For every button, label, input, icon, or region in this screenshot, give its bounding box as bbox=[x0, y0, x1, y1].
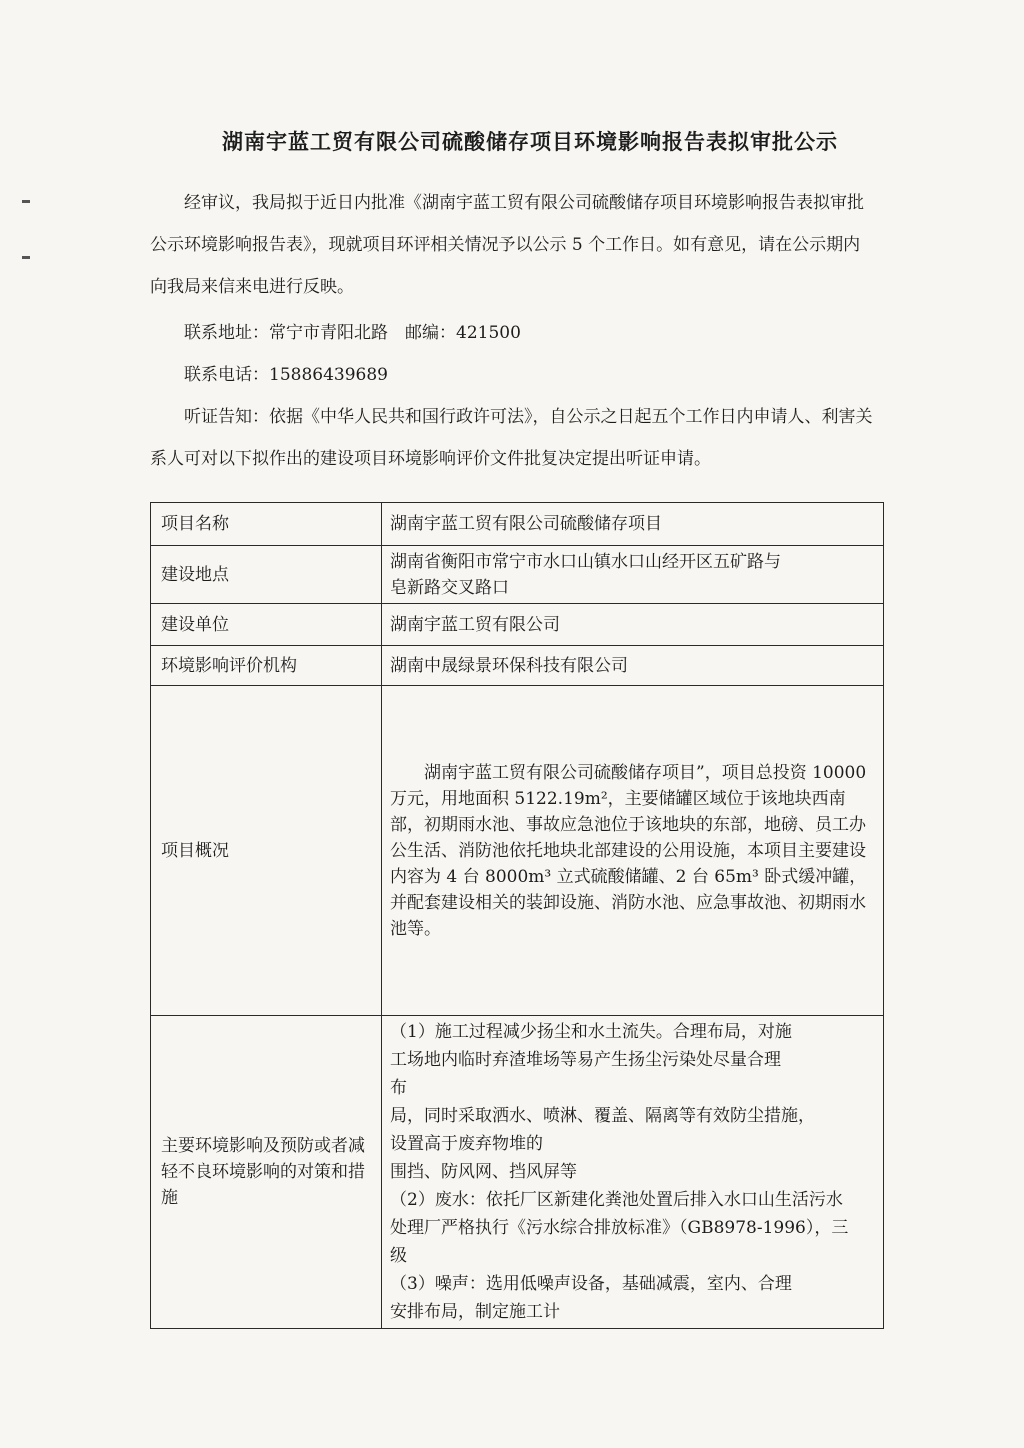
table-row bbox=[151, 503, 884, 546]
table-row bbox=[151, 546, 884, 604]
contact-phone: 联系电话：15886439689 bbox=[184, 365, 388, 385]
intro-paragraph: 经审议，我局拟于近日内批准《湖南宇蓝工贸有限公司硫酸储存项目环境影响报告表拟审批公示环境影响报告表》，现就项目环评相关情况予以公示 5 个工作日。如有意见，请在公示期内向我局来信来电进行反映。 bbox=[150, 193, 864, 297]
builder-value: 湖南宇蓝工贸有限公司 bbox=[382, 604, 884, 646]
measures-line: 工场地内临时弃渣堆场等易产生扬尘污染处尽量合理 bbox=[390, 1050, 781, 1070]
hearing-notice: 听证告知：依据《中华人民共和国行政许可法》，自公示之日起五个工作日内申请人、利害关系人可对以下拟作出的建设项目环境影响评价文件批复决定提出听证申请。 bbox=[150, 407, 873, 469]
project-name-label: 项目名称 bbox=[151, 503, 382, 546]
table-row bbox=[151, 1016, 884, 1329]
page-title: 湖南宇蓝工贸有限公司硫酸储存项目环境影响报告表拟审批公示 bbox=[222, 130, 838, 154]
project-name-value: 湖南宇蓝工贸有限公司硫酸储存项目 bbox=[382, 503, 884, 546]
punch-hole-mark bbox=[22, 256, 30, 259]
measures-line: 处理厂严格执行《污水综合排放标准》（GB8978-1996），三 bbox=[390, 1218, 849, 1238]
measures-line: 安排布局，制定施工计 bbox=[390, 1302, 560, 1322]
table-row bbox=[151, 646, 884, 686]
measures-value bbox=[382, 1016, 884, 1329]
punch-hole-mark bbox=[22, 200, 30, 203]
measures-line: 围挡、防风网、挡风屏等 bbox=[390, 1162, 577, 1182]
location-value: 湖南省衡阳市常宁市水口山镇水口山经开区五矿路与 皂新路交叉路口 bbox=[382, 546, 884, 604]
measures-line: （2）废水：依托厂区新建化粪池处置后排入水口山生活污水 bbox=[390, 1190, 843, 1210]
measures-line: （3）噪声：选用低噪声设备，基础减震，室内、合理 bbox=[390, 1274, 792, 1294]
measures-line: 局，同时采取洒水、喷淋、覆盖、隔离等有效防尘措施， bbox=[390, 1106, 815, 1126]
measures-line: 级 bbox=[390, 1246, 407, 1266]
table-row bbox=[151, 686, 884, 1016]
measures-line: 布 bbox=[390, 1078, 407, 1098]
project-info-table bbox=[150, 502, 884, 1329]
eia-org-value: 湖南中晟绿景环保科技有限公司 bbox=[382, 646, 884, 686]
table-row bbox=[151, 604, 884, 646]
measures-label: 主要环境影响及预防或者减轻不良环境影响的对策和措施 bbox=[151, 1016, 382, 1329]
builder-label: 建设单位 bbox=[151, 604, 382, 646]
overview-value: 湖南宇蓝工贸有限公司硫酸储存项目”，项目总投资 10000 万元，用地面积 5122.19m²，主要储罐区域位于该地块西南部，初期雨水池、事故应急池位于该地块的东部，地磅、员工办公生活、消防池依托地块北部建设的公用设施，本项目主要建设内容为 4 台 8000m³ 立式硫酸储罐、2 台 65m³ 卧式缓冲罐，并配套建设相关的装卸设施、消防水池、应急事故池、初期雨水池等。 bbox=[382, 686, 884, 1016]
location-label: 建设地点 bbox=[151, 546, 382, 604]
measures-line: 设置高于废弃物堆的 bbox=[390, 1134, 543, 1154]
contact-address: 联系地址：常宁市青阳北路 邮编：421500 bbox=[184, 323, 521, 343]
eia-org-label: 环境影响评价机构 bbox=[151, 646, 382, 686]
overview-label: 项目概况 bbox=[151, 686, 382, 1016]
measures-line: （1）施工过程减少扬尘和水土流失。合理布局，对施 bbox=[390, 1022, 792, 1042]
